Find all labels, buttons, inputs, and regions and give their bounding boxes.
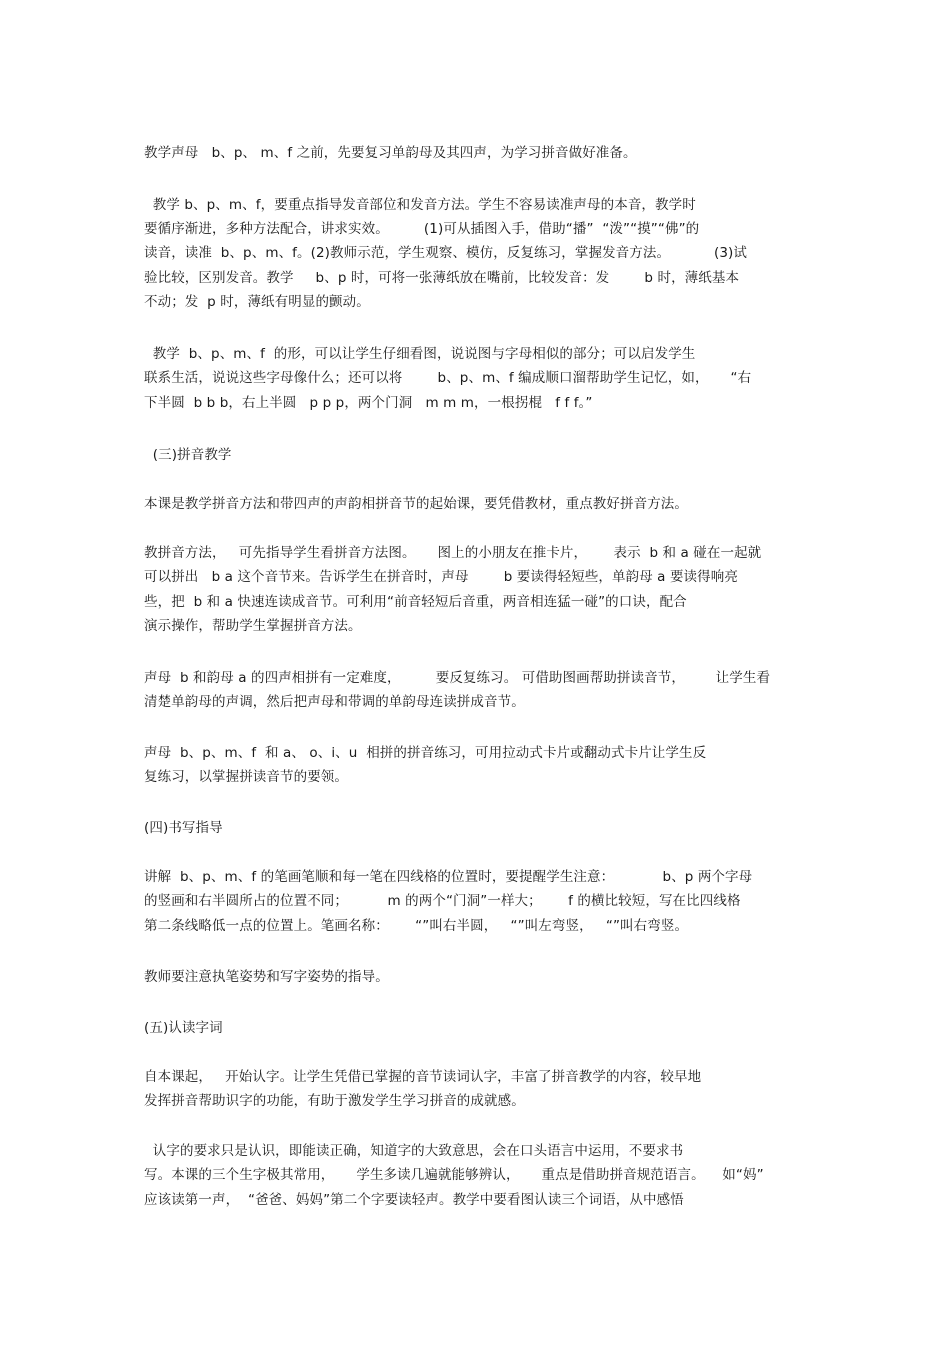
section-heading-4: (四)书写指导	[144, 820, 223, 836]
paragraph-9-line-1: 教师要注意执笔姿势和写字姿势的指导。	[144, 969, 389, 985]
paragraph-6-line-2: 清楚单韵母的声调，然后把声母和带调的单韵母连读拼成音节。	[144, 694, 525, 710]
paragraph-11-line-1: 认字的要求只是认识，即能读正确，知道字的大致意思，会在口头语言中运用，不要求书	[144, 1143, 684, 1159]
paragraph-3-line-1: 教学 b、p、m、f 的形，可以让学生仔细看图，说说图与字母相似的部分；可以启发学生	[144, 346, 696, 362]
paragraph-5-line-1: 教拼音方法， 可先指导学生看拼音方法图。 图上的小朋友在推卡片， 表示 b 和 a 碰在一起就	[144, 545, 762, 561]
paragraph-2-line-4: 验比较，区别发音。教学 b、p 时，可将一张薄纸放在嘴前，比较发音：发 b 时，薄纸基本	[144, 270, 740, 286]
paragraph-10-line-2: 发挥拼音帮助识字的功能，有助于激发学生学习拼音的成就感。	[144, 1093, 525, 1109]
paragraph-3-line-3: 下半圆 b b b，右上半圆 p p p，两个门洞 m m m，一根拐棍 f f f。”	[144, 395, 593, 411]
paragraph-8-line-1: 讲解 b、p、m、f 的笔画笔顺和每一笔在四线格的位置时，要提醒学生注意： b、p 两个字母	[144, 869, 753, 885]
paragraph-2-line-5: 不动；发 p 时，薄纸有明显的颤动。	[144, 294, 370, 310]
paragraph-4-line-1: 本课是教学拼音方法和带四声的声韵相拼音节的起始课，要凭借教材，重点教好拼音方法。	[144, 496, 688, 512]
paragraph-7-line-1: 声母 b、p、m、f 和 a、 o、i、u 相拼的拼音练习，可用拉动式卡片或翻动式卡片让学生反	[144, 745, 707, 761]
paragraph-8-line-2: 的竖画和右半圆所占的位置不同； m 的两个“门洞”一样大； f 的横比较短，写在比四线格	[144, 893, 741, 909]
paragraph-7-line-2: 复练习，以掌握拼读音节的要领。	[144, 769, 348, 785]
paragraph-8-line-3: 第二条线略低一点的位置上。笔画名称： “”叫右半圆， “”叫左弯竖， “”叫右弯竖。	[144, 918, 689, 934]
paragraph-2-line-2: 要循序渐进，多种方法配合，讲求实效。 (1)可从插图入手，借助“播” “泼”“摸”“佛”的	[144, 221, 700, 237]
paragraph-5-line-3: 些，把 b 和 a 快速连读成音节。可利用“前音轻短后音重，两音相连猛一碰”的口诀，配合	[144, 594, 687, 610]
paragraph-2-line-1: 教学 b、p、m、f，要重点指导发音部位和发音方法。学生不容易读准声母的本音，教学时	[144, 197, 696, 213]
paragraph-5-line-2: 可以拼出 b a 这个音节来。告诉学生在拼音时，声母 b 要读得轻短些，单韵母 a 要读得响亮	[144, 569, 738, 585]
section-heading-5: (五)认读字词	[144, 1020, 223, 1036]
paragraph-2-line-3: 读音，读准 b、p、m、f。(2)教师示范，学生观察、模仿，反复练习，掌握发音方法。 (3)试	[144, 245, 747, 261]
paragraph-10-line-1: 自本课起， 开始认字。让学生凭借已掌握的音节读词认字，丰富了拼音教学的内容，较早地	[144, 1069, 702, 1085]
paragraph-5-line-4: 演示操作，帮助学生掌握拼音方法。	[144, 618, 362, 634]
paragraph-3-line-2: 联系生活，说说这些字母像什么；还可以将 b、p、m、f 编成顺口溜帮助学生记忆，如， “右	[144, 370, 752, 386]
paragraph-11-line-2: 写。本课的三个生字极其常用， 学生多读几遍就能够辨认， 重点是借助拼音规范语言。 如“妈”	[144, 1167, 764, 1183]
paragraph-11-line-3: 应该读第一声， “爸爸、妈妈”第二个字要读轻声。教学中要看图认读三个词语，从中感悟	[144, 1192, 684, 1208]
section-heading-3: (三)拼音教学	[144, 447, 232, 463]
paragraph-1-line-1: 教学声母 b、p、 m、f 之前，先要复习单韵母及其四声，为学习拼音做好准备。	[144, 145, 637, 161]
paragraph-6-line-1: 声母 b 和韵母 a 的四声相拼有一定难度， 要反复练习。 可借助图画帮助拼读音节， 让学生看	[144, 670, 771, 686]
